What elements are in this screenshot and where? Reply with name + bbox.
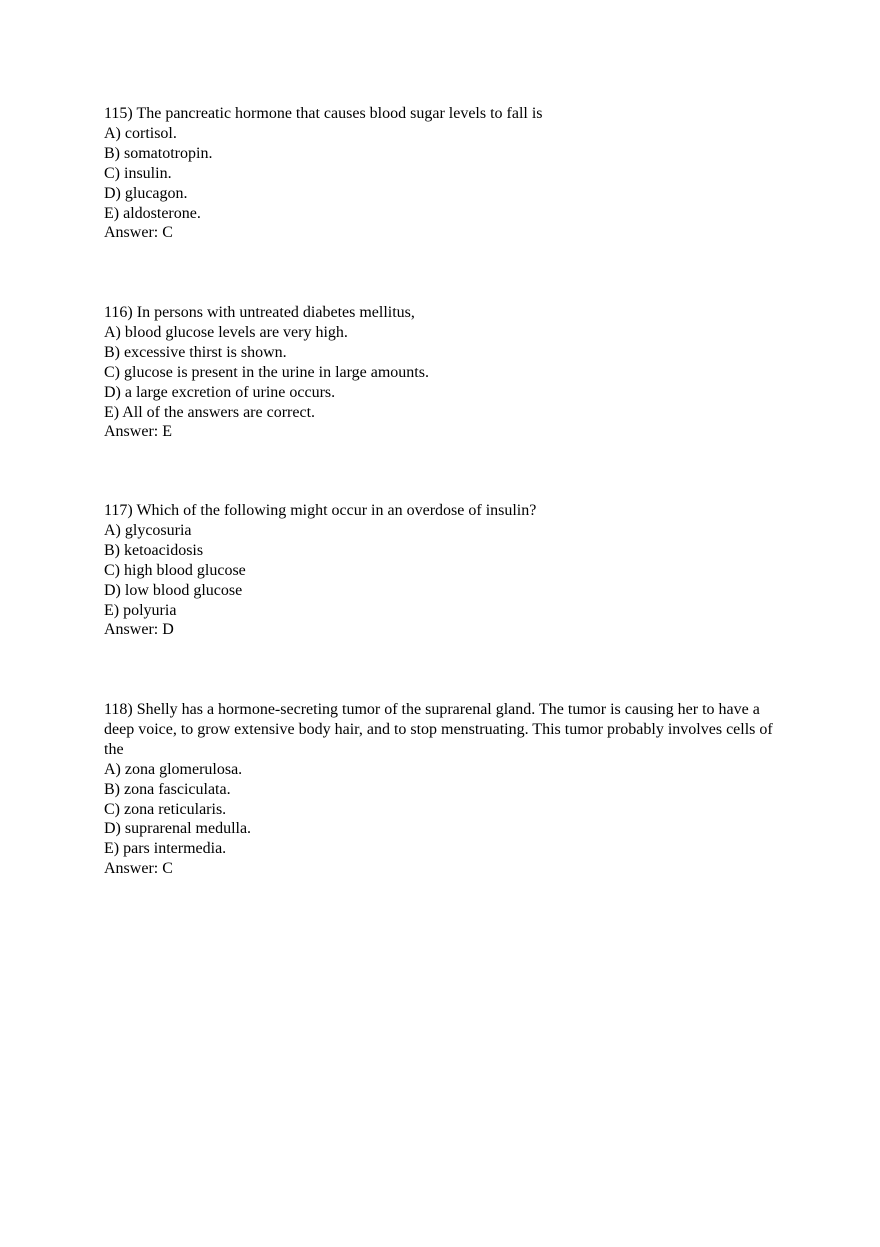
answer-line: Answer: C	[104, 860, 173, 878]
question-118	[104, 700, 776, 879]
option-d: D) glucagon.	[104, 184, 188, 202]
option-c: C) glucose is present in the urine in large amounts.	[104, 363, 429, 381]
option-a: A) blood glucose levels are very high.	[104, 323, 348, 341]
question-stem: 115) The pancreatic hormone that causes blood sugar levels to fall is	[104, 105, 543, 122]
option-d: D) a large excretion of urine occurs.	[104, 383, 336, 401]
question-stem: 116) In persons with untreated diabetes mellitus,	[104, 304, 415, 321]
option-e: E) polyuria	[104, 601, 177, 619]
option-c: C) zona reticularis.	[104, 800, 227, 818]
option-b: B) ketoacidosis	[104, 541, 204, 559]
option-d: D) low blood glucose	[104, 581, 243, 599]
question-stem: 117) Which of the following might occur in an overdose of insulin?	[104, 502, 537, 519]
option-a: A) glycosuria	[104, 521, 192, 539]
option-d: D) suprarenal medulla.	[104, 820, 252, 838]
option-b: B) zona fasciculata.	[104, 780, 231, 798]
option-a: A) cortisol.	[104, 124, 177, 142]
question-117	[104, 501, 776, 640]
option-c: C) insulin.	[104, 164, 172, 182]
option-b: B) excessive thirst is shown.	[104, 343, 287, 361]
question-stem: 118) Shelly has a hormone-secreting tumor of the suprarenal gland. The tumor is causing her to have a deep voice, to grow extensive body hair, and to stop menstruating. This tumor probably involves cells of the	[104, 701, 773, 758]
option-c: C) high blood glucose	[104, 561, 246, 579]
option-a: A) zona glomerulosa.	[104, 760, 243, 778]
answer-line: Answer: E	[104, 423, 172, 441]
option-e: E) All of the answers are correct.	[104, 403, 316, 421]
answer-line: Answer: C	[104, 224, 173, 242]
option-e: E) aldosterone.	[104, 204, 201, 222]
option-b: B) somatotropin.	[104, 144, 213, 162]
answer-line: Answer: D	[104, 621, 174, 639]
question-115	[104, 104, 776, 243]
option-e: E) pars intermedia.	[104, 840, 227, 858]
question-116	[104, 303, 776, 442]
